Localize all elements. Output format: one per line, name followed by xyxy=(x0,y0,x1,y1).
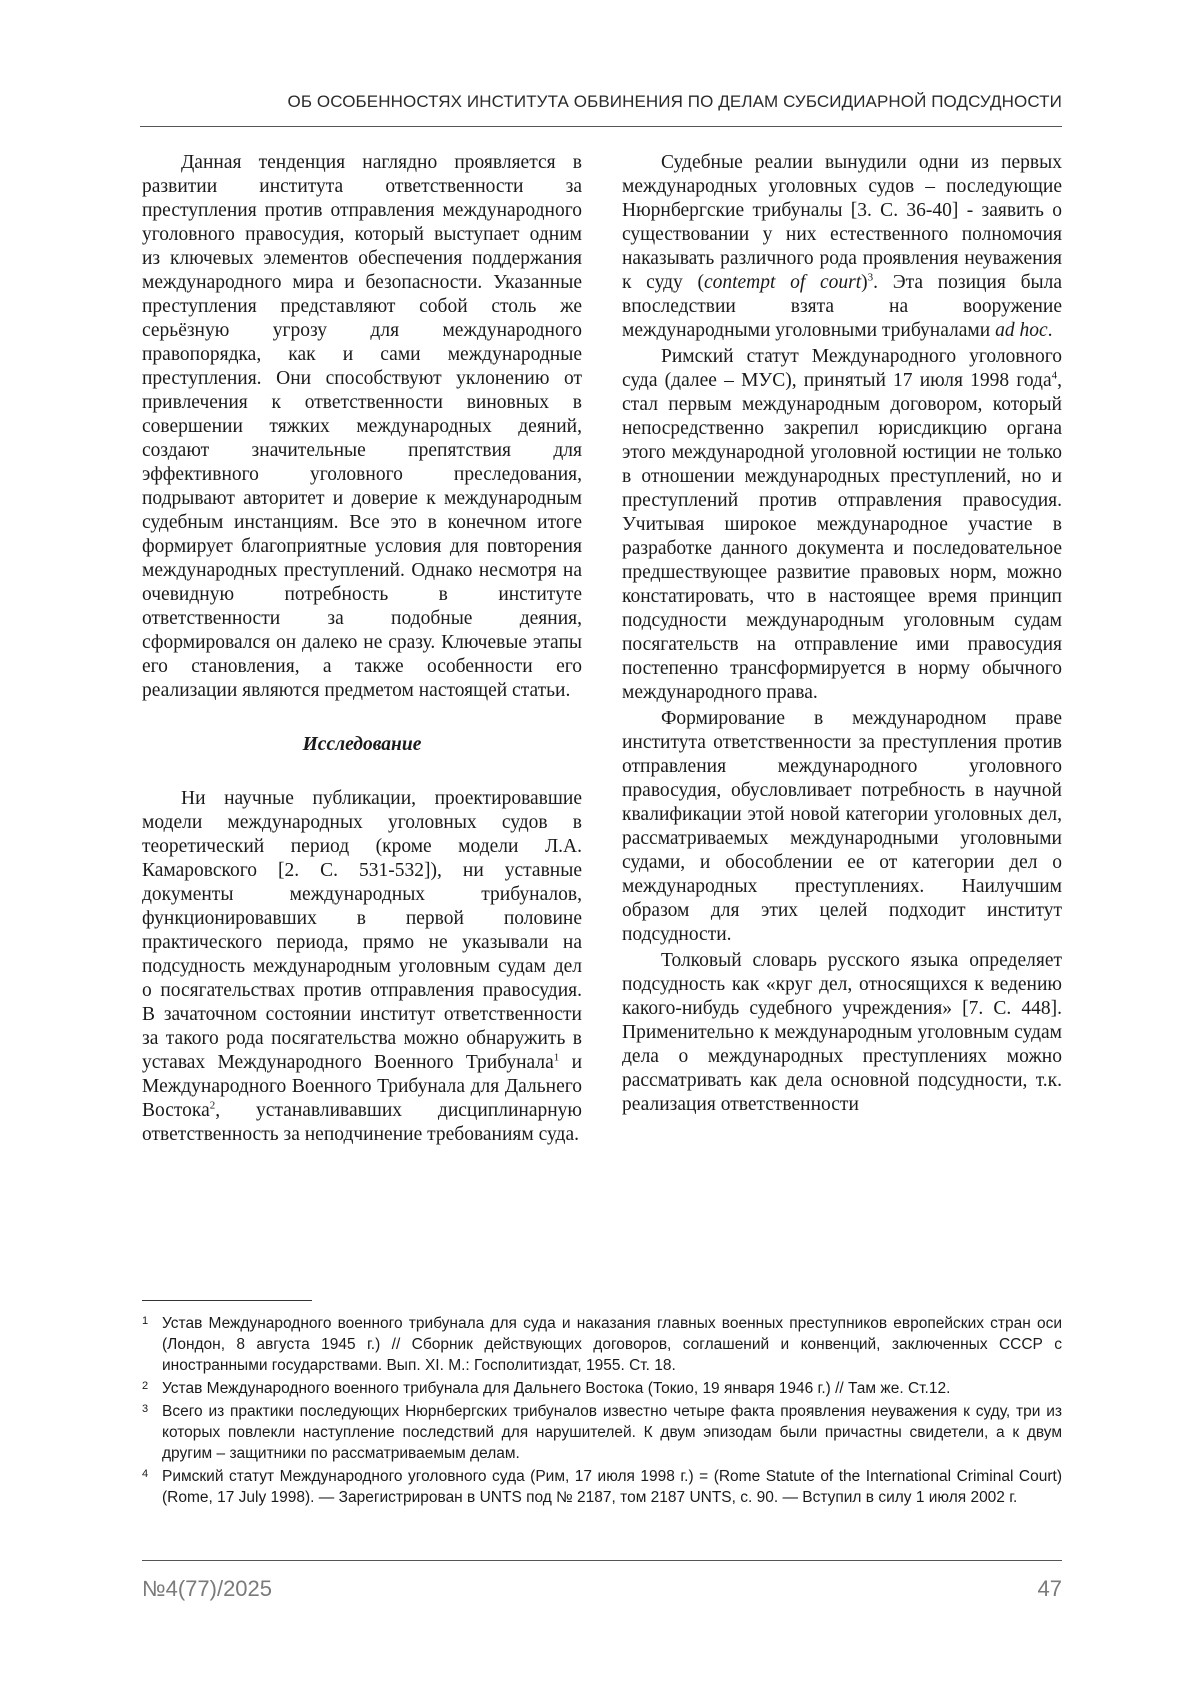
footnote-text: Устав Международного военного трибунала для суда и наказания главных военных преступников европейских стран оси (Лондон, 8 августа 1945 г.) // Сборник действующих договоров, соглашений и конвенций, заключенных СССР с иностранными государствами. Вып. XI. М.: Госполитиздат, 1955. Ст. 18. xyxy=(162,1315,1062,1374)
footnotes xyxy=(142,1313,1062,1510)
footnote-number: 4 xyxy=(142,1468,149,1480)
footnote-text: Римский статут Международного уголовного суда (Рим, 17 июля 1998 г.) = (Rome Statute of the International Criminal Court) (Rome, 17 July 1998). — Зарегистрирован в UNTS под № 2187, том 2187 UNTS, с. 90. — Вступил в силу 1 июля 2002 г. xyxy=(162,1468,1062,1506)
header-divider xyxy=(140,126,1062,127)
footnote-number: 1 xyxy=(142,1315,149,1327)
right-column xyxy=(622,151,1062,1117)
footnote-ref[interactable]: 3 xyxy=(867,271,874,284)
journal-issue: №4(77)/2025 xyxy=(142,1576,273,1601)
footnote xyxy=(142,1313,1062,1376)
body-paragraph: Римский статут Международного уголовного суда (далее – МУС), принятый 17 июля 1998 года$^4$, стал первым международным договором, который непосредственно закрепил юрисдикцию органа этого международной уголовной юстиции не только в отношении международных преступлений, но и преступлений против отправления правосудия. Учитывая широкое международное участие в разработке данного документа и последовательное предшествующее развитие правовых норм, можно констатировать, что в настоящее время принцип подсудности международным уголовным судам посягательств на отправление ими правосудия постепенно трансформируется в норму обычного международного права. xyxy=(622,346,1062,703)
footnote-text: Устав Международного военного трибунала для Дальнего Востока (Токио, 19 января 1946 г.) // Там же. Ст.12. xyxy=(162,1380,951,1397)
body-paragraph: Данная тенденция наглядно проявляется в развитии института ответственности за преступления против отправления международного уголовного правосудия, который выступает одним из ключевых элементов обеспечения поддержания международного мира и безопасности. Указанные преступления представляют собой столь же серьёзную угрозу для международного правопорядка, как и сами международные преступления. Они способствуют уклонению от привлечения к ответственности виновных в совершении тяжких международных деяний, создают значительные препятствия для эффективного уголовного преследования, подрывают авторитет и доверие к международным судебным инстанциям. Все это в конечном итоге формирует благоприятные условия для повторения международных преступлений. Однако несмотря на очевидную потребность в институте ответственности за подобные деяния, сформировался он далеко не сразу. Ключевые этапы его становления, а также особенности его реализации являются предметом настоящей статьи. xyxy=(142,152,582,701)
left-column xyxy=(142,151,582,1147)
footnote-ref[interactable]: 1 xyxy=(553,1051,560,1064)
body-paragraph: Ни научные публикации, проектировавшие модели международных уголовных судов в теоретический период (кроме модели Л.А. Камаровского [2. С. 531-532]), ни уставные документы международных трибуналов, функционировавших в первой половине практического периода, прямо не указывали на подсудность международным уголовным судам дел о посягательствах против отправления правосудия. В зачаточном состоянии институт ответственности за такого рода посягательства можно обнаружить в уставах Международного Военного Трибунала$^1$ и Международного Военного Трибунала для Дальнего Востока$^2$, устанавливавших дисциплинарную ответственность за неподчинение требованиям суда. xyxy=(142,788,583,1145)
footnote-ref[interactable]: 2 xyxy=(209,1099,216,1112)
footnote-text: Всего из практики последующих Нюрнбергских трибуналов известно четыре факта проявления неуважения к суду, три из которых повлекли наступление последствий для нарушителей. К двум эпизодам были причастны свидетели, а к двум другим – защитники по рассматриваемым делам. xyxy=(162,1403,1062,1462)
running-header: ОБ ОСОБЕННОСТЯХ ИНСТИТУТА ОБВИНЕНИЯ ПО ДЕЛАМ СУБСИДИАРНОЙ ПОДСУДНОСТИ xyxy=(287,92,1062,111)
footnote xyxy=(142,1401,1062,1464)
page-number: 47 xyxy=(1037,1576,1062,1601)
footer-divider xyxy=(142,1560,1062,1561)
footnote xyxy=(142,1466,1062,1508)
footnote-number: 3 xyxy=(142,1403,149,1415)
body-paragraph: Судебные реалии вынудили одни из первых международных уголовных судов – последующие Нюрнбергские трибуналы [3. С. 36-40] - заявить о существовании у них естественного полномочия наказывать различного рода проявления неуважения к суду (contempt of court)$^3$. Эта позиция была впоследствии взята на вооружение международными уголовными трибуналами ad hoc. xyxy=(622,152,1062,341)
body-paragraph: Формирование в международном праве института ответственности за преступления против отправления международного уголовного правосудия, обусловливает потребность в научной квалификации этой новой категории уголовных дел, рассматриваемых международными уголовными судами, и обособлении ее от категории дел о международных преступлениях. Наилучшим образом для этих целей подходит институт подсудности. xyxy=(622,708,1062,945)
footnote xyxy=(142,1378,1062,1399)
footnote-ref[interactable]: 4 xyxy=(1051,369,1058,382)
body-paragraph: Толковый словарь русского языка определяет подсудность как «круг дел, относящихся к ведению какого-нибудь судебного учреждения» [7. С. 448]. Применительно к международным уголовным судам дела о международных преступлениях можно рассматривать как дела основной подсудности, т.к. реализация ответственности xyxy=(622,950,1062,1115)
footnote-number: 2 xyxy=(142,1380,149,1392)
section-heading: Исследование xyxy=(302,734,422,755)
footnote-divider xyxy=(142,1300,312,1301)
